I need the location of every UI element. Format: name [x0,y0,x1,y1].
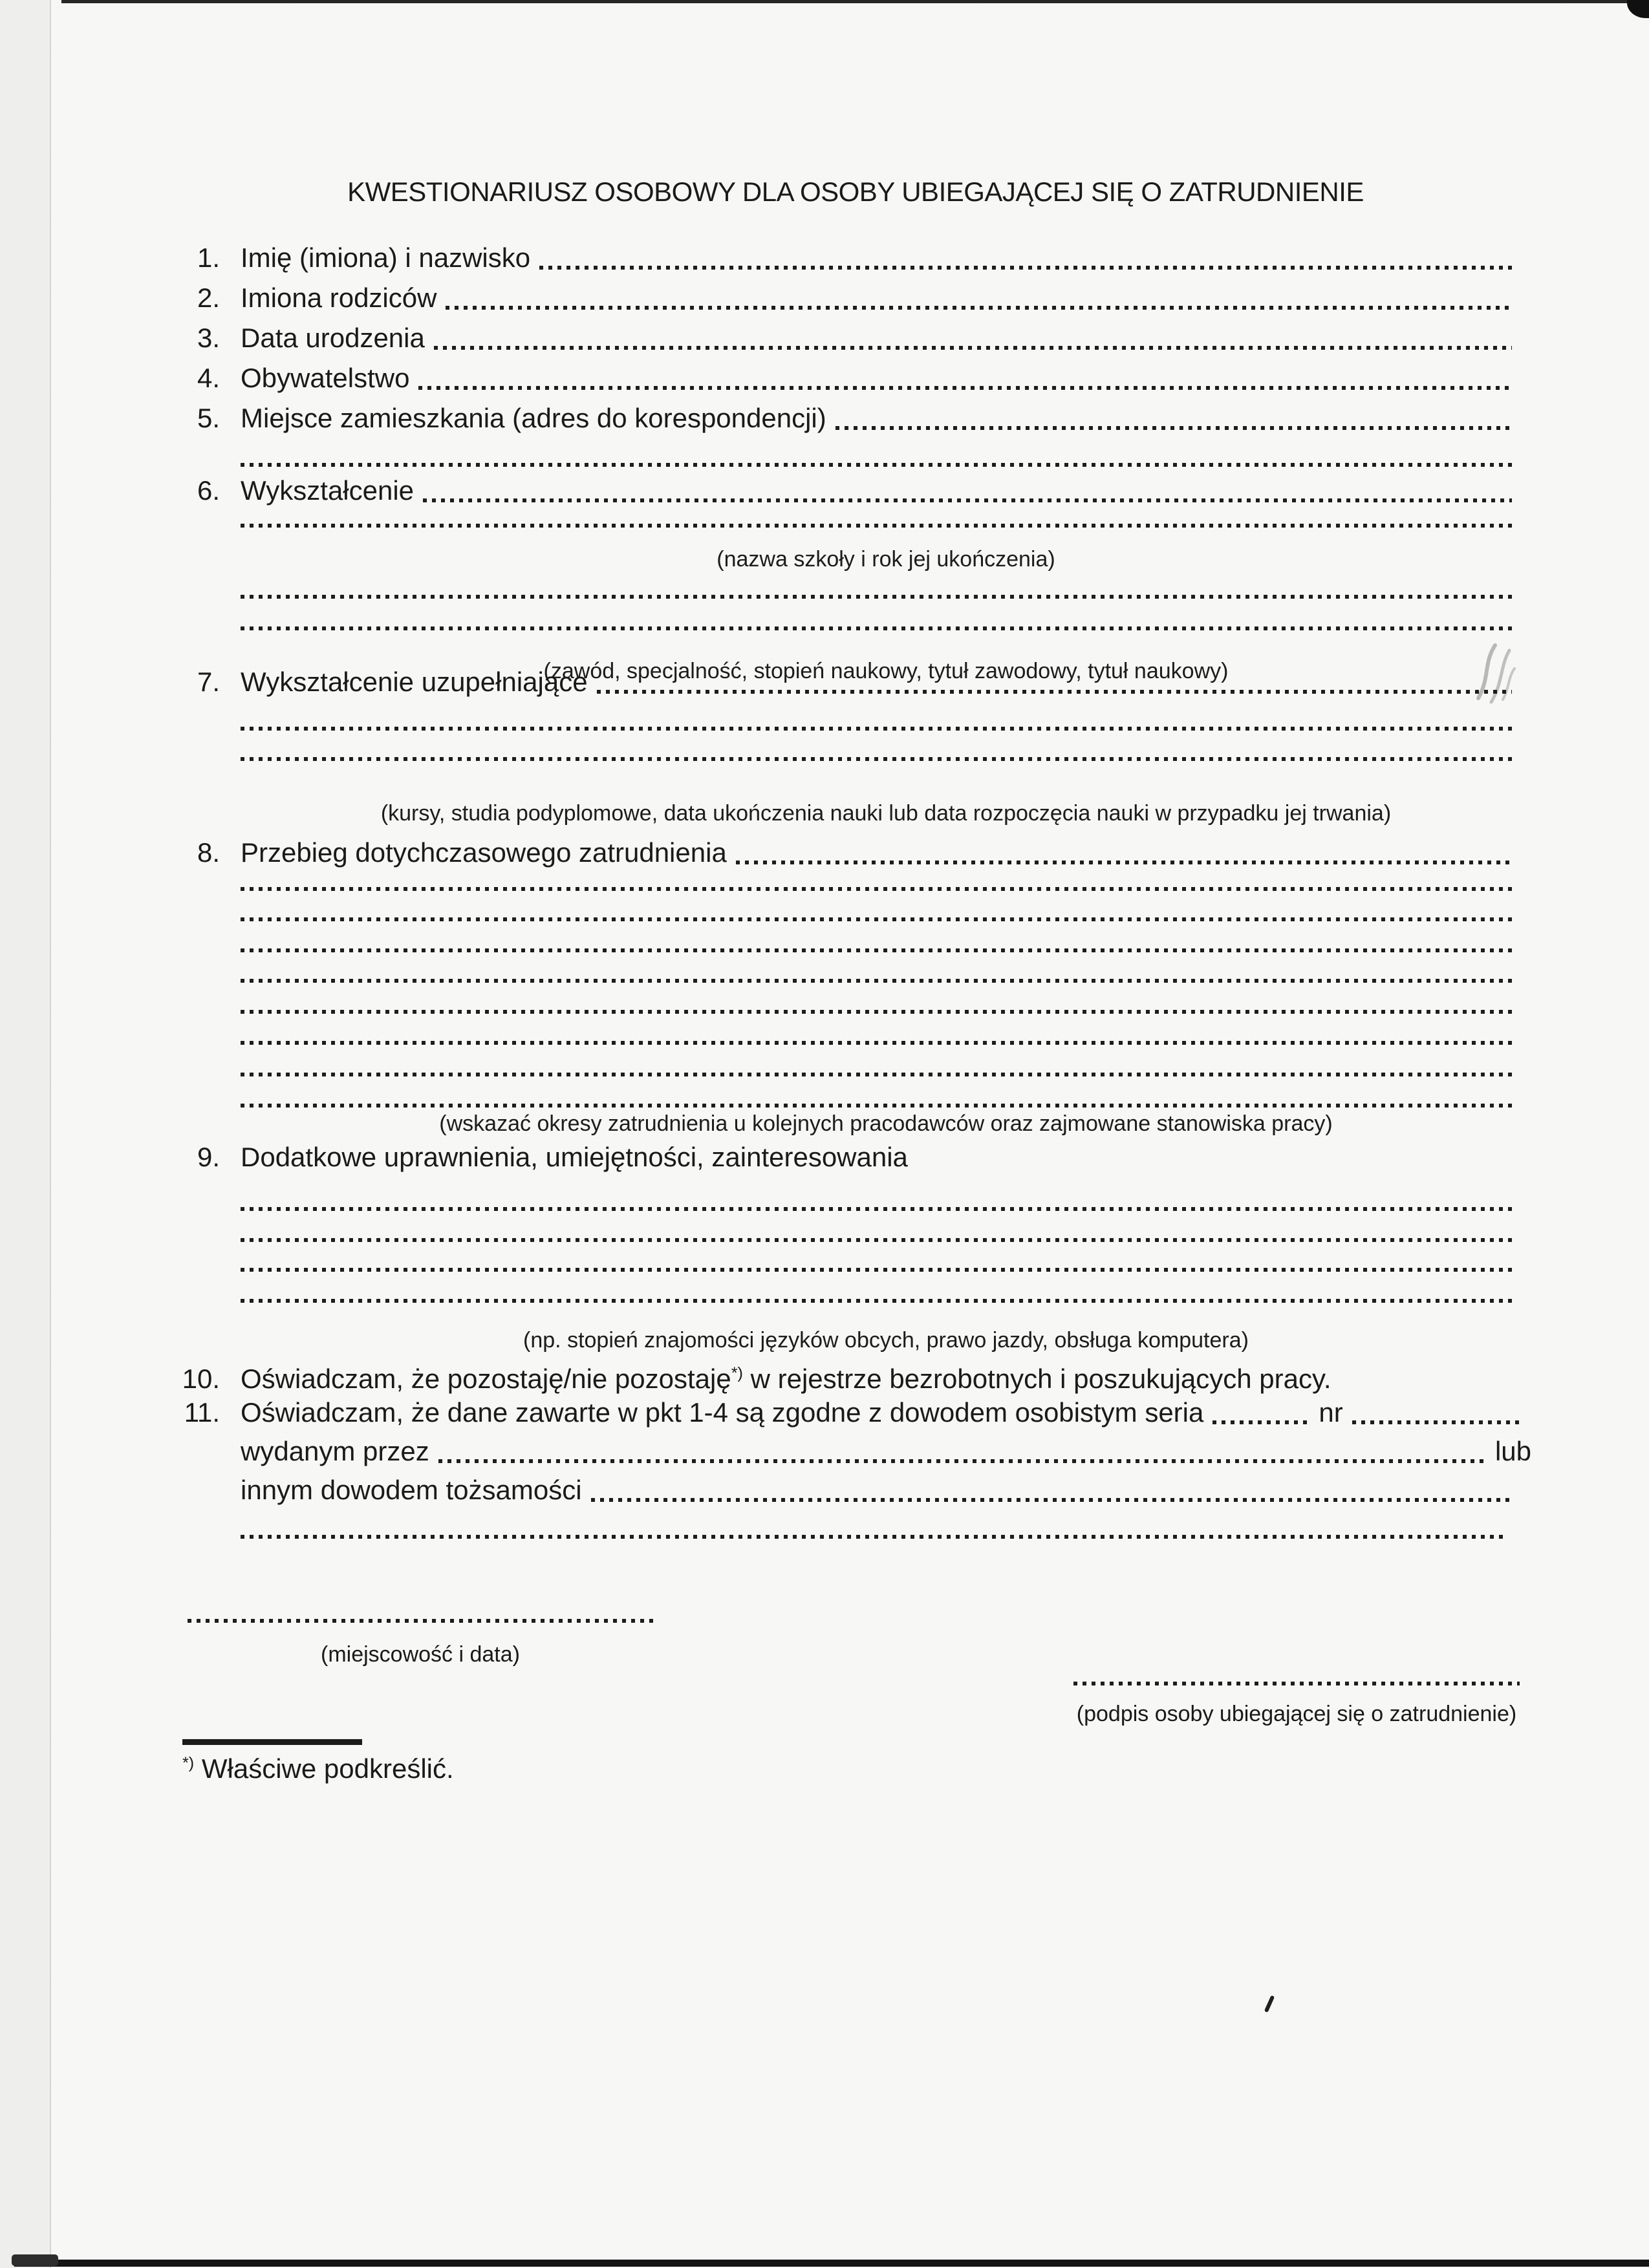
item-number: 2. [197,283,220,313]
answer-dotted-line [446,306,1512,310]
answer-dotted-line [1212,1420,1310,1424]
scan-top-edge-artifact [61,0,1649,3]
answer-dotted-line [241,727,1512,731]
form-item-6 [165,475,1512,507]
answer-dotted-line [241,979,1512,983]
caption-school-year: (nazwa szkoły i rok jej ukończenia) [717,547,1055,572]
footnote-marker: *) [182,1754,195,1772]
scan-bottom-edge-artifact [14,2260,1649,2267]
form-item-9 [165,1141,1512,1173]
item-label: innym dowodem tożsamości [241,1475,582,1505]
form-item-3 [165,322,1512,354]
caption-courses: (kursy, studia podyplomowe, data ukończenia nauki lub data rozpoczęcia nauki w przypadku jej trwania) [380,801,1392,826]
answer-dotted-line [241,626,1512,630]
declaration-text: Oświadczam, że pozostaję/nie pozostaję [241,1364,731,1394]
form-item-11-line3 [241,1474,1512,1506]
nr-label: nr [1319,1397,1343,1428]
answer-dotted-line [423,498,1512,502]
answer-dotted-line [241,1535,1507,1539]
item-label: Przebieg dotychczasowego zatrudnienia [241,837,727,868]
scan-corner-artifact [1627,0,1649,18]
answer-dotted-line [438,1459,1486,1463]
footnote-reference: *) [731,1364,743,1382]
answer-dotted-line [241,1207,1512,1211]
answer-dotted-line [241,1299,1512,1303]
declaration-text-after: w rejestrze bezrobotnych i poszukujących pracy. [742,1364,1331,1394]
form-item-1 [165,242,1512,274]
answer-dotted-line [736,861,1512,864]
scan-vertical-line-artifact [50,0,51,2268]
answer-dotted-line [241,1104,1512,1107]
form-item-10 [165,1357,1512,1395]
lub-label: lub [1494,1436,1531,1466]
item-label: Imiona rodziców [241,283,437,313]
answer-dotted-line [835,426,1512,430]
item-number: 7. [197,667,220,697]
item-number: 11. [184,1397,220,1428]
answer-dotted-line [241,1238,1512,1242]
answer-dotted-line [241,948,1512,952]
answer-dotted-line [241,463,1512,467]
caption-signature: (podpis osoby ubiegającej się o zatrudnienie) [1076,1702,1517,1726]
answer-dotted-line [591,1498,1512,1502]
form-item-7 [165,666,1512,698]
item-number: 6. [197,475,220,506]
answer-dotted-line [241,917,1512,921]
item-number: 10. [182,1364,220,1394]
scan-left-margin-shade [0,0,50,2268]
item-number: 1. [197,242,220,273]
caption-place-date: (miejscowość i data) [321,1642,520,1667]
caption-employment-periods: (wskazać okresy zatrudnienia u kolejnych pracodawców oraz zajmowane stanowiska pracy) [439,1111,1333,1136]
scan-bottom-edge-bump [12,2254,58,2266]
form-item-11-line2 [241,1435,1531,1468]
footnote [182,1747,454,1785]
answer-dotted-line [241,524,1512,528]
item-label: Wykształcenie [241,475,415,506]
form-item-11 [165,1396,1523,1429]
item-number: 3. [197,323,220,353]
item-label: Data urodzenia [241,323,425,353]
form-item-5 [165,402,1512,434]
caption-profession: (zawód, specjalność, stopień naukowy, tytuł zawodowy, tytuł naukowy) [543,659,1229,683]
place-date-signature-line [188,1619,653,1623]
answer-dotted-line [241,595,1512,599]
answer-dotted-line [241,1010,1512,1014]
answer-dotted-line [434,346,1512,350]
item-number: 9. [197,1142,220,1172]
item-label: Oświadczam, że dane zawarte w pkt 1-4 są zgodne z dowodem osobistym seria [241,1397,1204,1428]
item-label: Miejsce zamieszkania (adres do korespondencji) [241,403,826,433]
stray-ink-mark [1264,1995,1275,2013]
answer-dotted-line [241,1041,1512,1045]
answer-dotted-line [1352,1420,1523,1424]
footnote-divider-rule [182,1739,362,1745]
item-number: 4. [197,363,220,393]
answer-dotted-line [597,690,1512,694]
caption-skills-examples: (np. stopień znajomości języków obcych, prawo jazdy, obsługa komputera) [523,1328,1249,1353]
item-label: Imię (imiona) i nazwisko [241,242,531,273]
item-label: Obywatelstwo [241,363,410,393]
answer-dotted-line [241,757,1512,761]
answer-dotted-line [418,386,1512,390]
item-number: 8. [197,837,220,868]
form-item-4 [165,362,1512,394]
form-item-8 [165,837,1512,869]
item-label [241,1357,1331,1395]
item-number: 5. [197,403,220,433]
item-label: wydanym przez [241,1436,429,1466]
applicant-signature-line [1073,1682,1520,1685]
answer-dotted-line [241,1268,1512,1272]
form-item-2 [165,282,1512,314]
answer-dotted-line [539,266,1512,270]
footnote-text: Właściwe podkreślić. [194,1753,454,1784]
form-title: KWESTIONARIUSZ OSOBOWY DLA OSOBY UBIEGAJĄCEJ SIĘ O ZATRUDNIENIE [347,177,1364,207]
answer-dotted-line [241,1073,1512,1076]
answer-dotted-line [241,887,1512,891]
item-label: Dodatkowe uprawnienia, umiejętności, zainteresowania [241,1142,908,1172]
item-label: Wykształcenie uzupełniające [241,667,588,697]
